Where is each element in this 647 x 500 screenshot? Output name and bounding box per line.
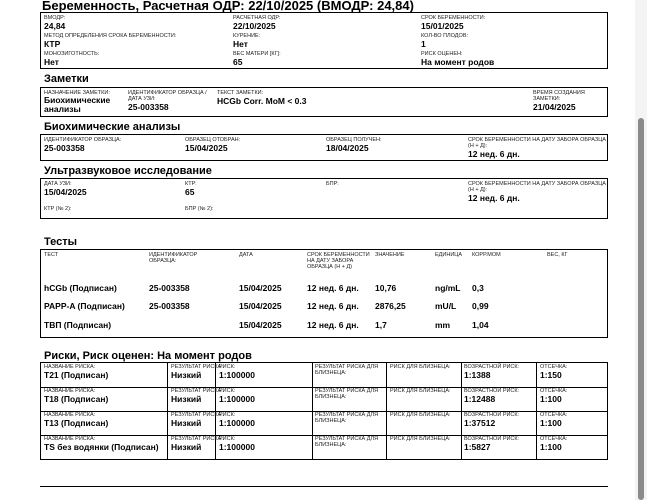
corr-mom: 0,99 — [472, 301, 489, 311]
field-label: РИСК ОЦЕНЕН: — [421, 51, 463, 57]
field-label: РИСК: — [219, 436, 236, 442]
test-unit: mU/L — [435, 301, 457, 311]
field-label: НАЗВАНИЕ РИСКА: — [44, 364, 96, 370]
field-label: НАЗВАНИЕ РИСКА: — [44, 388, 96, 394]
test-date: 15/04/2025 — [239, 320, 282, 330]
sample-id: 25-003358 — [149, 301, 190, 311]
column-header: КОРР.МОМ — [472, 252, 501, 258]
field-label: ВОЗРАСТНОЙ РИСК: — [464, 436, 520, 442]
field-label: СРОК БЕРЕМЕННОСТИ: — [421, 15, 486, 21]
field-label: РИСК: — [219, 412, 236, 418]
ultrasound-box — [40, 178, 608, 219]
field-label: ОТСЕЧКА: — [540, 436, 568, 442]
field-value: 25-003358 — [44, 143, 85, 153]
field-label: РЕЗУЛЬТАТ РИСКА ДЛЯ БЛИЗНЕЦА: — [315, 364, 379, 376]
field-label: НАЗНАЧЕНИЕ ЗАМЕТКИ: — [44, 90, 110, 96]
age-risk: 1:5827 — [464, 442, 491, 452]
field-label: НАЗВАНИЕ РИСКА: — [44, 436, 96, 442]
risk-value: 1:100000 — [219, 394, 255, 404]
field-label: ВЕС МАТЕРИ [КГ]: — [233, 51, 281, 57]
risk-result: Низкий — [171, 370, 202, 380]
field-label: КТР: — [185, 181, 197, 187]
risk-name: TS без водянки (Подписан) — [44, 442, 159, 452]
test-unit: ng/mL — [435, 283, 461, 293]
field-label: РИСК: — [219, 364, 236, 370]
field-value: КТР — [44, 39, 61, 49]
gestational-age: 12 нед. 6 дн. — [307, 283, 359, 293]
field-value: 12 нед. 6 дн. — [468, 149, 520, 159]
field-label: РИСК ДЛЯ БЛИЗНЕЦА: — [390, 436, 451, 442]
risk-name: T21 (Подписан) — [44, 370, 109, 380]
gestational-age: 12 нед. 6 дн. — [307, 301, 359, 311]
tests-title: Тесты — [44, 236, 78, 248]
risk-value: 1:100000 — [219, 442, 255, 452]
field-value: 15/04/2025 — [185, 143, 228, 153]
test-value: 10,76 — [375, 283, 397, 293]
gestational-age: 12 нед. 6 дн. — [307, 320, 359, 330]
column-header: ВЕС, КГ — [547, 252, 568, 258]
field-value: 65 — [233, 57, 243, 67]
age-risk: 1:37512 — [464, 418, 496, 428]
field-value: Биохимические анализы — [44, 95, 111, 114]
field-label: ВОЗРАСТНОЙ РИСК: — [464, 412, 520, 418]
column-header: ИДЕНТИФИКАТОР ОБРАЗЦА: — [149, 252, 198, 264]
field-label: РЕЗУЛЬТАТ РИСКА: — [171, 412, 223, 418]
field-label: ОБРАЗЕЦ ОТОБРАН: — [185, 137, 241, 143]
column-header: ТЕСТ — [44, 252, 59, 258]
scrollbar-thumb[interactable] — [638, 118, 644, 500]
test-name: hCGb (Подписан) — [44, 283, 117, 293]
risk-name: T18 (Подписан) — [44, 394, 109, 404]
test-date: 15/04/2025 — [239, 301, 282, 311]
cutoff: 1:100 — [540, 394, 562, 404]
corr-mom: 1,04 — [472, 320, 489, 330]
field-label: МОНОЗИГОТНОСТЬ: — [44, 51, 100, 57]
field-label: НАЗВАНИЕ РИСКА: — [44, 412, 96, 418]
cutoff: 1:100 — [540, 418, 562, 428]
test-value: 1,7 — [375, 320, 387, 330]
risks-table — [40, 362, 608, 460]
notes-title: Заметки — [44, 73, 89, 85]
risk-value: 1:100000 — [219, 418, 255, 428]
field-label: СРОК БЕРЕМЕННОСТИ НА ДАТУ ЗАБОРА ОБРАЗЦА (Н + Д): — [468, 181, 606, 193]
field-label: КОЛ-ВО ПЛОДОВ: — [421, 33, 469, 39]
risk-result: Низкий — [171, 442, 202, 452]
pregnancy-title: Беременность, Расчетная ОДР: 22/10/2025 (ВМОДР: 24,84) — [42, 0, 414, 13]
field-label: ВОЗРАСТНОЙ РИСК: — [464, 364, 520, 370]
field-label: РЕЗУЛЬТАТ РИСКА ДЛЯ БЛИЗНЕЦА: — [315, 412, 379, 424]
risk-result: Низкий — [171, 418, 202, 428]
field-label: КУРЕНИЕ: — [233, 33, 261, 39]
field-value: 21/04/2025 — [533, 102, 576, 112]
risk-name: T13 (Подписан) — [44, 418, 109, 428]
field-label: РЕЗУЛЬТАТ РИСКА ДЛЯ БЛИЗНЕЦА: — [315, 388, 379, 400]
test-name: PAPP-A (Подписан) — [44, 301, 125, 311]
field-label: ОТСЕЧКА: — [540, 412, 568, 418]
field-label: РИСК ДЛЯ БЛИЗНЕЦА: — [390, 412, 451, 418]
field-value: Нет — [44, 57, 59, 67]
field-value: 1 — [421, 39, 426, 49]
field-value: 12 нед. 6 дн. — [468, 193, 520, 203]
field-value: 25-003358 — [128, 102, 169, 112]
field-label: РАСЧЕТНАЯ ОДР: — [233, 15, 281, 21]
field-label: БПР (№ 2): — [185, 206, 214, 212]
ultrasound-title: Ультразвуковое исследование — [44, 165, 212, 177]
column-header: ЕДИНИЦА — [435, 252, 463, 258]
age-risk: 1:1388 — [464, 370, 491, 380]
sample-id: 25-003358 — [149, 283, 190, 293]
field-label: РЕЗУЛЬТАТ РИСКА: — [171, 388, 223, 394]
biochem-box — [40, 134, 608, 161]
test-unit: mm — [435, 320, 451, 330]
column-header: ДАТА — [239, 252, 253, 258]
notes-box — [40, 87, 608, 117]
field-label: ИДЕНТИФИКАТОР ОБРАЗЦА: — [44, 137, 122, 143]
field-label: БПР: — [326, 181, 339, 187]
risks-title: Риски, Риск оценен: На момент родов — [44, 350, 252, 362]
age-risk: 1:12488 — [464, 394, 496, 404]
field-label: КТР (№ 2): — [44, 206, 72, 212]
field-label: ВОЗРАСТНОЙ РИСК: — [464, 388, 520, 394]
field-value: 15/04/2025 — [44, 187, 87, 197]
test-name: ТВП (Подписан) — [44, 320, 112, 330]
field-label: ТЕКСТ ЗАМЕТКИ: — [217, 90, 264, 96]
field-label: РИСК ДЛЯ БЛИЗНЕЦА: — [390, 364, 451, 370]
field-label: РЕЗУЛЬТАТ РИСКА: — [171, 364, 223, 370]
field-label: РИСК ДЛЯ БЛИЗНЕЦА: — [390, 388, 451, 394]
field-label: ОТСЕЧКА: — [540, 364, 568, 370]
field-label: ВМОДР: — [44, 15, 66, 21]
column-header: ЗНАЧЕНИЕ — [375, 252, 405, 258]
field-value: 18/04/2025 — [326, 143, 369, 153]
field-label: ОБРАЗЕЦ ПОЛУЧЕН: — [326, 137, 382, 143]
corr-mom: 0,3 — [472, 283, 484, 293]
field-label: МЕТОД ОПРЕДЕЛЕНИЯ СРОКА БЕРЕМЕННОСТИ: — [44, 33, 177, 39]
field-value: 65 — [185, 187, 195, 197]
field-label: РИСК: — [219, 388, 236, 394]
cutoff: 1:150 — [540, 370, 562, 380]
biochem-title: Биохимические анализы — [44, 121, 181, 133]
cutoff: 1:100 — [540, 442, 562, 452]
footer-divider — [40, 486, 608, 487]
field-label: ОТСЕЧКА: — [540, 388, 568, 394]
field-label: ДАТА УЗИ: — [44, 181, 72, 187]
test-date: 15/04/2025 — [239, 283, 282, 293]
field-value: HCGb Corr. MoM < 0.3 — [217, 96, 307, 106]
field-label: РЕЗУЛЬТАТ РИСКА ДЛЯ БЛИЗНЕЦА: — [315, 436, 379, 448]
scrollbar[interactable] — [635, 0, 647, 500]
risk-result: Низкий — [171, 394, 202, 404]
column-header: СРОК БЕРЕМЕННОСТИ НА ДАТУ ЗАБОРА ОБРАЗЦА (Н + Д) — [307, 252, 370, 270]
pregnancy-box — [40, 12, 608, 69]
field-label: РЕЗУЛЬТАТ РИСКА: — [171, 436, 223, 442]
field-value: Нет — [233, 39, 248, 49]
risk-value: 1:100000 — [219, 370, 255, 380]
tests-table — [40, 249, 608, 338]
field-label: ИДЕНТИФИКАТОР ОБРАЗЦА / ДАТА УЗИ: — [128, 90, 207, 102]
field-label: ВРЕМЯ СОЗДАНИЯ ЗАМЕТКИ: — [533, 90, 585, 102]
test-value: 2876,25 — [375, 301, 406, 311]
field-value: 22/10/2025 — [233, 21, 276, 31]
field-value: На момент родов — [421, 57, 495, 67]
field-label: СРОК БЕРЕМЕННОСТИ НА ДАТУ ЗАБОРА ОБРАЗЦА (Н + Д): — [468, 137, 606, 149]
field-value: 24,84 — [44, 21, 66, 31]
field-value: 15/01/2025 — [421, 21, 464, 31]
